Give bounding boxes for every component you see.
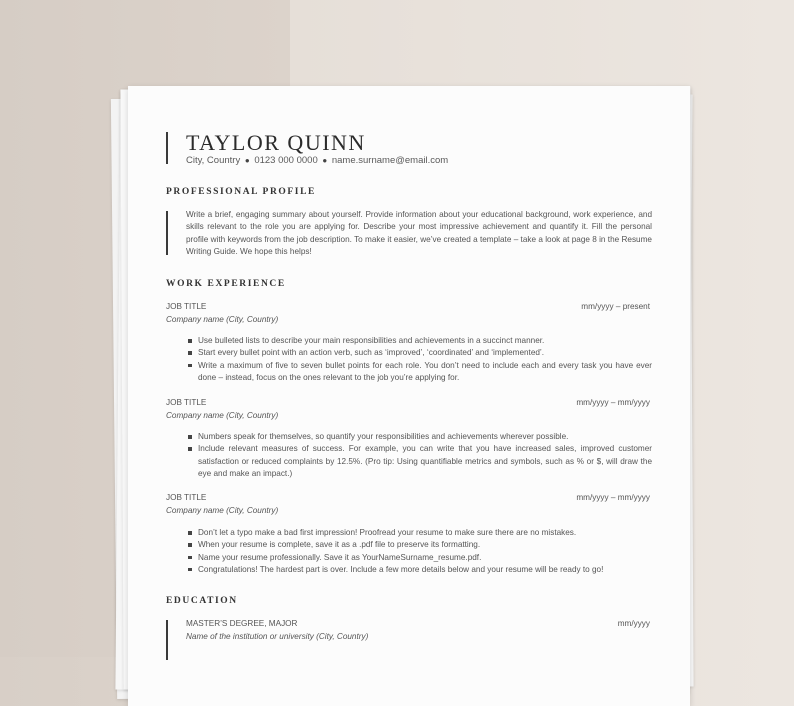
job-title: JOB TITLE [166, 493, 207, 502]
profile-summary: Write a brief, engaging summary about yourself. Provide information about your educational background, work experience, and skills relevant to the role you are applying for. Describe your most impressive achievement and quantify it. Fill the personal profile with keywords from the job description. To make it easier, we’ve created a template – take a look at page 8 in the Resume Writing Guide. We hope this helps! [186, 210, 652, 256]
contact-line [186, 155, 448, 166]
contact-email: name.surname@email.com [331, 155, 449, 166]
list-item: Use bulleted lists to describe your main responsibilities and achievements in a succinct manner. [186, 335, 652, 347]
list-item: Don’t let a typo make a bad first impression! Proofread your resume to make sure there are no mistakes. [186, 527, 652, 539]
job-title: JOB TITLE [166, 398, 207, 407]
degree-date: mm/yyyy [617, 619, 650, 628]
candidate-name: TAYLOR QUINN [186, 130, 366, 155]
job-title: JOB TITLE [166, 302, 207, 311]
list-item: Write a maximum of five to seven bullet points for each role. You don’t need to include each and every task you have ever done – instead, focus on the ones relevant to the job you’re applying for. [186, 360, 652, 385]
section-title-experience: WORK EXPERIENCE [166, 279, 286, 289]
bullet-separator: ● [322, 156, 328, 165]
degree-title: MASTER’S DEGREE, MAJOR [186, 619, 298, 628]
job-bullets [186, 527, 652, 576]
bullet-separator: ● [244, 156, 250, 165]
company-name: Company name (City, Country) [166, 506, 279, 515]
job-bullets [186, 431, 652, 480]
contact-phone: 0123 000 0000 [254, 155, 318, 166]
list-item: When your resume is complete, save it as a .pdf file to preserve its formatting. [186, 539, 652, 551]
job-bullets [186, 335, 652, 384]
company-name: Company name (City, Country) [166, 315, 279, 324]
list-item: Numbers speak for themselves, so quantify your responsibilities and achievements wherever possible. [186, 431, 652, 443]
resume-page [128, 86, 690, 706]
company-name: Company name (City, Country) [166, 411, 279, 420]
list-item: Congratulations! The hardest part is over. Include a few more details below and your resume will be ready to go! [186, 564, 652, 576]
job-dates: mm/yyyy – mm/yyyy [576, 398, 650, 407]
contact-city: City, Country [186, 155, 241, 166]
header-accent-bar [166, 132, 168, 164]
list-item: Start every bullet point with an action verb, such as ‘improved’, ‘coordinated’ and ‘implemented’. [186, 347, 652, 359]
section-title-education: EDUCATION [166, 596, 238, 606]
profile-accent-bar [166, 211, 168, 255]
institution-name: Name of the institution or university (City, Country) [186, 632, 369, 641]
job-dates: mm/yyyy – mm/yyyy [576, 493, 650, 502]
education-accent-bar [166, 620, 168, 660]
list-item: Name your resume professionally. Save it as YourNameSurname_resume.pdf. [186, 552, 652, 564]
section-title-profile: PROFESSIONAL PROFILE [166, 187, 316, 197]
job-dates: mm/yyyy – present [581, 302, 650, 311]
list-item: Include relevant measures of success. For example, you can write that you have increased sales, improved customer satisfaction or reduced complaints by 12.5%. (Pro tip: Using quantifiable metrics and symbols, such as % or $, will draw the eye and make an impact.) [186, 443, 652, 480]
